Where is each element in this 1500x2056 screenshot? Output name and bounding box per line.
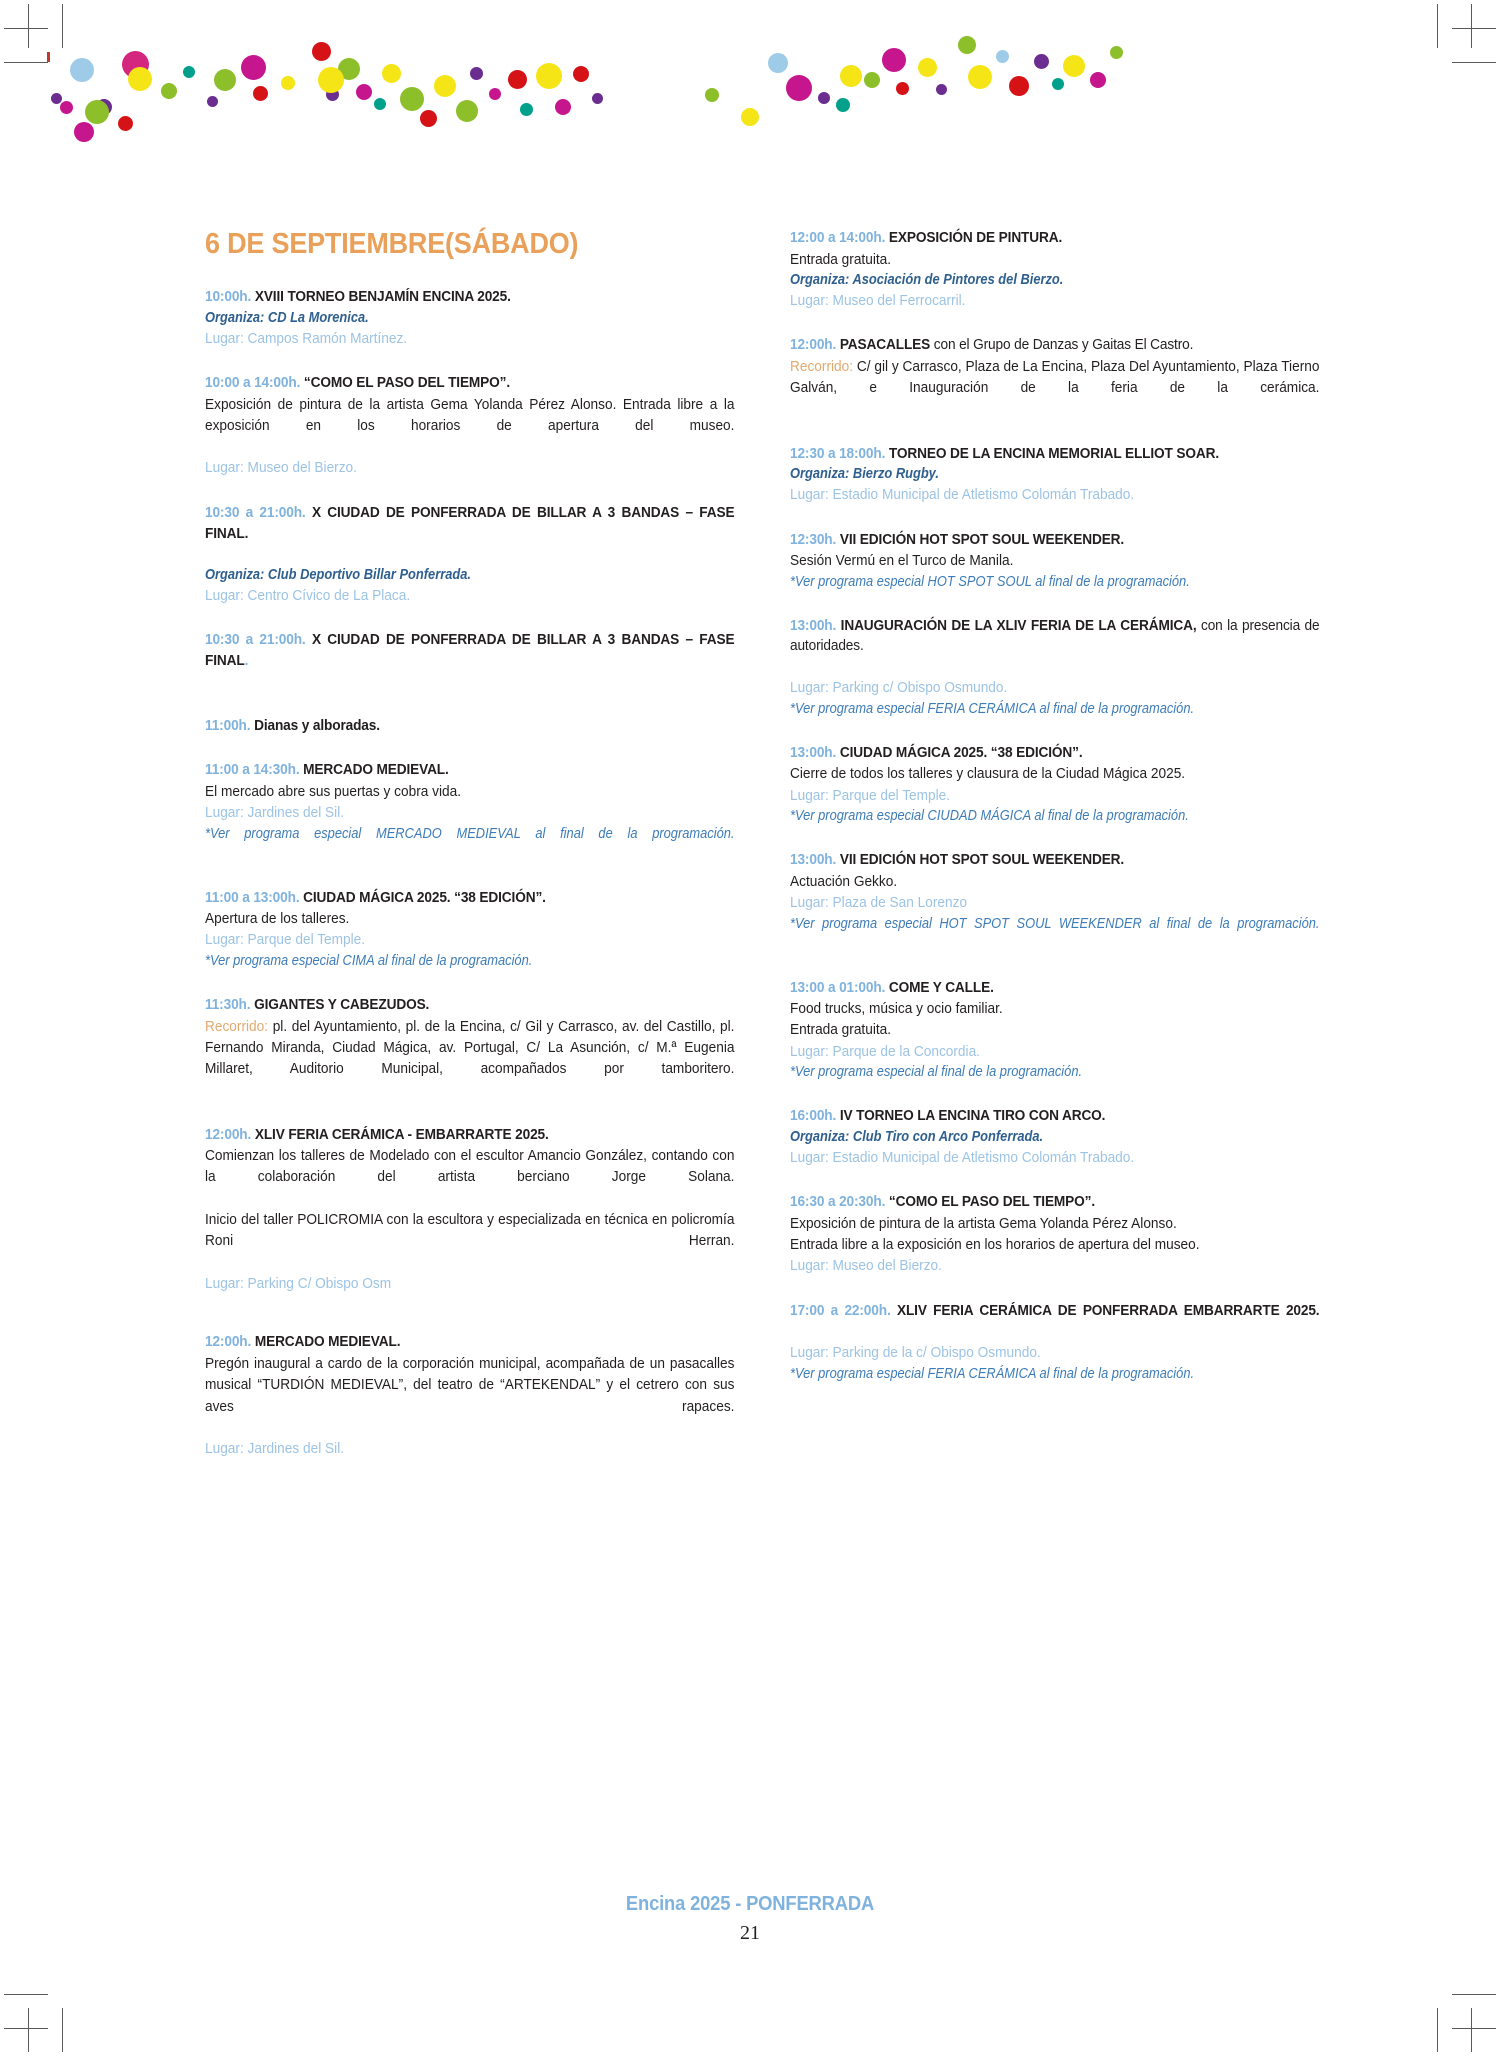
event-item [790,228,1320,311]
event-recorrido [205,1016,734,1101]
recorrido-label: Recorrido: [790,357,854,375]
event-time: 11:00 a 14:30h. [205,761,300,779]
event-note: *Ver programa especial al final de la programación. [790,1064,1083,1081]
event-headline [790,616,1319,678]
event-time: 13:00h. [790,743,837,761]
event-organiza: Organiza: Bierzo Rugby. [790,466,939,483]
event-note: *Ver programa especial MERCADO MEDIEVAL al final de la programación. [205,825,735,842]
event-lugar: Lugar: Campos Ramón Martínez. [205,329,408,347]
event-item [205,373,735,479]
event-lugar: Lugar: Parking C/ Obispo Osm [205,1274,392,1292]
event-time: 12:00h. [790,336,837,354]
event-lugar: Lugar: Museo del Bierzo. [790,1257,942,1275]
event-title: COME Y CALLE. [888,978,994,996]
event-description: Exposición de pintura de la artista Gema Yolanda Pérez Alonso. [790,1214,1177,1232]
event-item [205,287,735,349]
event-headline [790,530,1319,551]
event-title: X CIUDAD DE PONFERRADA DE BILLAR A 3 BANDAS – FASE FINAL. [205,504,735,542]
event-item [790,530,1320,592]
event-title-suffix: con la presencia de autoridades. [790,616,1320,655]
event-headline [790,444,1319,465]
event-headline [205,995,734,1016]
event-item [205,503,735,606]
event-headline [790,335,1319,356]
event-title: Dianas y alboradas. [254,716,380,734]
event-organiza: Organiza: Club Deportivo Billar Ponferrada. [205,566,471,583]
event-item [790,616,1320,719]
event-organiza: Organiza: CD La Morenica. [205,309,369,326]
event-note: *Ver programa especial CIMA al final de la programación. [205,953,533,970]
event-time: 11:30h. [205,996,251,1014]
event-description: Actuación Gekko. [790,872,898,890]
event-lugar: Lugar: Parking de la c/ Obispo Osmundo. [790,1344,1041,1362]
event-description: Food trucks, música y ocio familiar. [790,1000,1003,1018]
page-title: 6 DE SEPTIEMBRE(SÁBADO) [205,228,579,260]
event-item [790,444,1320,506]
right-column [790,228,1320,1460]
event-time: 16:30 a 20:30h. [790,1193,886,1211]
event-headline [790,743,1319,764]
event-note: *Ver programa especial CIUDAD MÁGICA al final de la programación. [790,808,1189,825]
event-title: PASACALLES [839,336,931,354]
event-title-suffix: con el Grupo de Danzas y Gaitas El Castro. [930,336,1194,354]
event-headline [790,1192,1319,1213]
event-description-2: Entrada libre a la exposición en los horarios de apertura del museo. [790,1236,1200,1254]
event-organiza: Organiza: Club Tiro con Arco Ponferrada. [790,1128,1044,1145]
event-title: MERCADO MEDIEVAL. [254,1333,401,1351]
event-item [790,335,1320,419]
left-column [205,228,735,1460]
event-time: 10:30 a 21:00h. [205,631,306,649]
event-headline [205,287,734,308]
recorrido-label: Recorrido: [205,1017,269,1035]
event-item [205,995,735,1101]
event-title: VII EDICIÓN HOT SPOT SOUL WEEKENDER. [839,851,1125,869]
event-headline [205,630,734,692]
event-headline [790,978,1319,999]
event-time: 16:00h. [790,1107,837,1125]
event-time: 10:00h. [205,288,252,305]
event-title: INAUGURACIÓN DE LA XLIV FERIA DE LA CERÁMICA, [840,616,1197,634]
event-description-2: Inicio del taller POLICROMIA con la escultora y especializada en técnica en policromía Roni Herran. [205,1211,735,1250]
event-item [790,1301,1320,1384]
page-number: 21 [740,1922,760,1944]
event-item [205,760,735,863]
event-headline [205,716,734,737]
event-description: Sesión Vermú en el Turco de Manila. [790,552,1014,570]
event-item [205,716,735,737]
event-description: Apertura de los talleres. [205,910,350,928]
event-note: *Ver programa especial HOT SPOT SOUL al final de la programación. [790,573,1190,590]
event-headline [790,1106,1319,1127]
event-item [205,888,735,971]
event-description: Exposición de pintura de la artista Gema Yolanda Pérez Alonso. Entrada libre a la exposición en los horarios de apertura del museo. [205,395,735,434]
recorrido-text: pl. del Ayuntamiento, pl. de la Encina, c/ Gil y Carrasco, av. del Castillo, pl. Fernando Miranda, Ciudad Mágica, av. Portugal, C/ La Asunción, c/ M.ª Eugenia Millaret, Auditorio Municipal, acompañados por tamboritero. [205,1017,735,1078]
event-title: IV TORNEO LA ENCINA TIRO CON ARCO. [839,1107,1106,1125]
event-lugar: Lugar: Plaza de San Lorenzo [790,894,968,911]
event-lugar: Lugar: Parking c/ Obispo Osmundo. [790,679,1008,697]
event-description: Pregón inaugural a cardo de la corporación municipal, acompañada de un pasacalles musical “TURDIÓN MEDIEVAL”, del teatro de “ARTEKENDAL” y el cetrero con sus aves rapaces. [205,1354,735,1415]
event-headline [205,1125,734,1146]
event-item [790,1192,1320,1277]
event-item [790,1106,1320,1168]
event-recorrido [790,356,1319,420]
event-item [790,850,1320,953]
event-headline [205,1332,734,1353]
event-headline [790,228,1319,249]
event-headline [205,888,734,909]
event-time: 13:00 a 01:00h. [790,978,886,996]
event-title: “COMO EL PASO DEL TIEMPO”. [888,1193,1096,1211]
event-lugar: Lugar: Parque del Temple. [790,786,951,804]
event-lugar: Lugar: Museo del Bierzo. [205,459,357,477]
event-description: Comienzan los talleres de Modelado con el escultor Amancio González, contando con la colaboración del artista berciano Jorge Solana. [205,1147,735,1186]
event-note: *Ver programa especial FERIA CERÁMICA al final de la programación. [790,1365,1195,1382]
event-title: EXPOSICIÓN DE PINTURA. [888,229,1063,246]
event-lugar: Lugar: Museo del Ferrocarril. [790,291,966,309]
event-item [205,630,735,692]
event-description-2: Entrada gratuita. [790,1021,892,1039]
event-time: 11:00h. [205,716,251,734]
event-item [790,978,1320,1083]
event-description: Entrada gratuita. [790,250,892,268]
event-headline [790,850,1319,871]
event-title: “COMO EL PASO DEL TIEMPO”. [303,374,511,392]
event-title: XLIV FERIA CERÁMICA - EMBARRARTE 2025. [254,1125,549,1143]
event-title: GIGANTES Y CABEZUDOS. [254,996,430,1014]
event-time: 11:00 a 13:00h. [205,888,300,906]
event-lugar: Lugar: Jardines del Sil. [205,804,345,822]
event-title: TORNEO DE LA ENCINA MEMORIAL ELLIOT SOAR. [888,444,1220,462]
event-headline [790,1301,1319,1342]
event-description: El mercado abre sus puertas y cobra vida. [205,782,462,800]
event-title: MERCADO MEDIEVAL. [303,761,449,779]
event-title: CIUDAD MÁGICA 2025. “38 EDICIÓN”. [839,743,1083,761]
event-headline [205,373,734,394]
event-lugar: Lugar: Centro Cívico de La Placa. [205,586,411,604]
event-note: *Ver programa especial HOT SPOT SOUL WEEKENDER al final de la programación. [790,915,1320,932]
event-lugar: Lugar: Parque del Temple. [205,931,366,949]
event-title: CIUDAD MÁGICA 2025. “38 EDICIÓN”. [303,888,546,906]
event-time: 17:00 a 22:00h. [790,1302,891,1320]
footer-title: Encina 2025 - PONFERRADA [625,1893,875,1915]
event-item [205,1332,735,1459]
event-item [205,1125,735,1295]
event-organiza: Organiza: Asociación de Pintores del Bierzo. [790,271,1064,288]
event-lugar: Lugar: Jardines del Sil. [205,1440,345,1458]
event-title: X CIUDAD DE PONFERRADA DE BILLAR A 3 BANDAS – FASE FINAL [205,631,735,669]
event-time: 13:00h. [790,616,837,634]
event-lugar: Lugar: Estadio Municipal de Atletismo Colomán Trabado. [790,1148,1135,1166]
event-time: 12:30 a 18:00h. [790,444,886,462]
event-description: Cierre de todos los talleres y clausura de la Ciudad Mágica 2025. [790,765,1186,783]
event-time: 12:30h. [790,530,837,548]
event-time: 10:00 a 14:00h. [205,374,301,392]
event-title: XVIII TORNEO BENJAMÍN ENCINA 2025. [254,288,511,305]
event-time: 12:00h. [205,1333,252,1351]
page-footer [0,1893,1500,1945]
event-time: 12:00 a 14:00h. [790,229,886,246]
event-lugar: Lugar: Parque de la Concordia. [790,1042,980,1060]
event-time: 12:00h. [205,1125,252,1143]
event-title: VII EDICIÓN HOT SPOT SOUL WEEKENDER. [839,530,1125,548]
event-title-period: . [244,651,249,669]
event-headline [205,760,734,781]
event-note: *Ver programa especial FERIA CERÁMICA al final de la programación. [790,700,1195,717]
programme-columns [205,228,1320,1460]
event-title: XLIV FERIA CERÁMICA DE PONFERRADA EMBARRARTE 2025. [896,1302,1320,1320]
event-item [790,743,1320,826]
event-time: 10:30 a 21:00h. [205,504,306,522]
event-time: 13:00h. [790,851,837,869]
event-headline [205,503,734,565]
recorrido-text: C/ gil y Carrasco, Plaza de La Encina, Plaza Del Ayuntamiento, Plaza Tierno Galván, e Inauguración de la feria de la cerámica. [790,357,1320,397]
event-lugar: Lugar: Estadio Municipal de Atletismo Colomán Trabado. [790,486,1135,504]
